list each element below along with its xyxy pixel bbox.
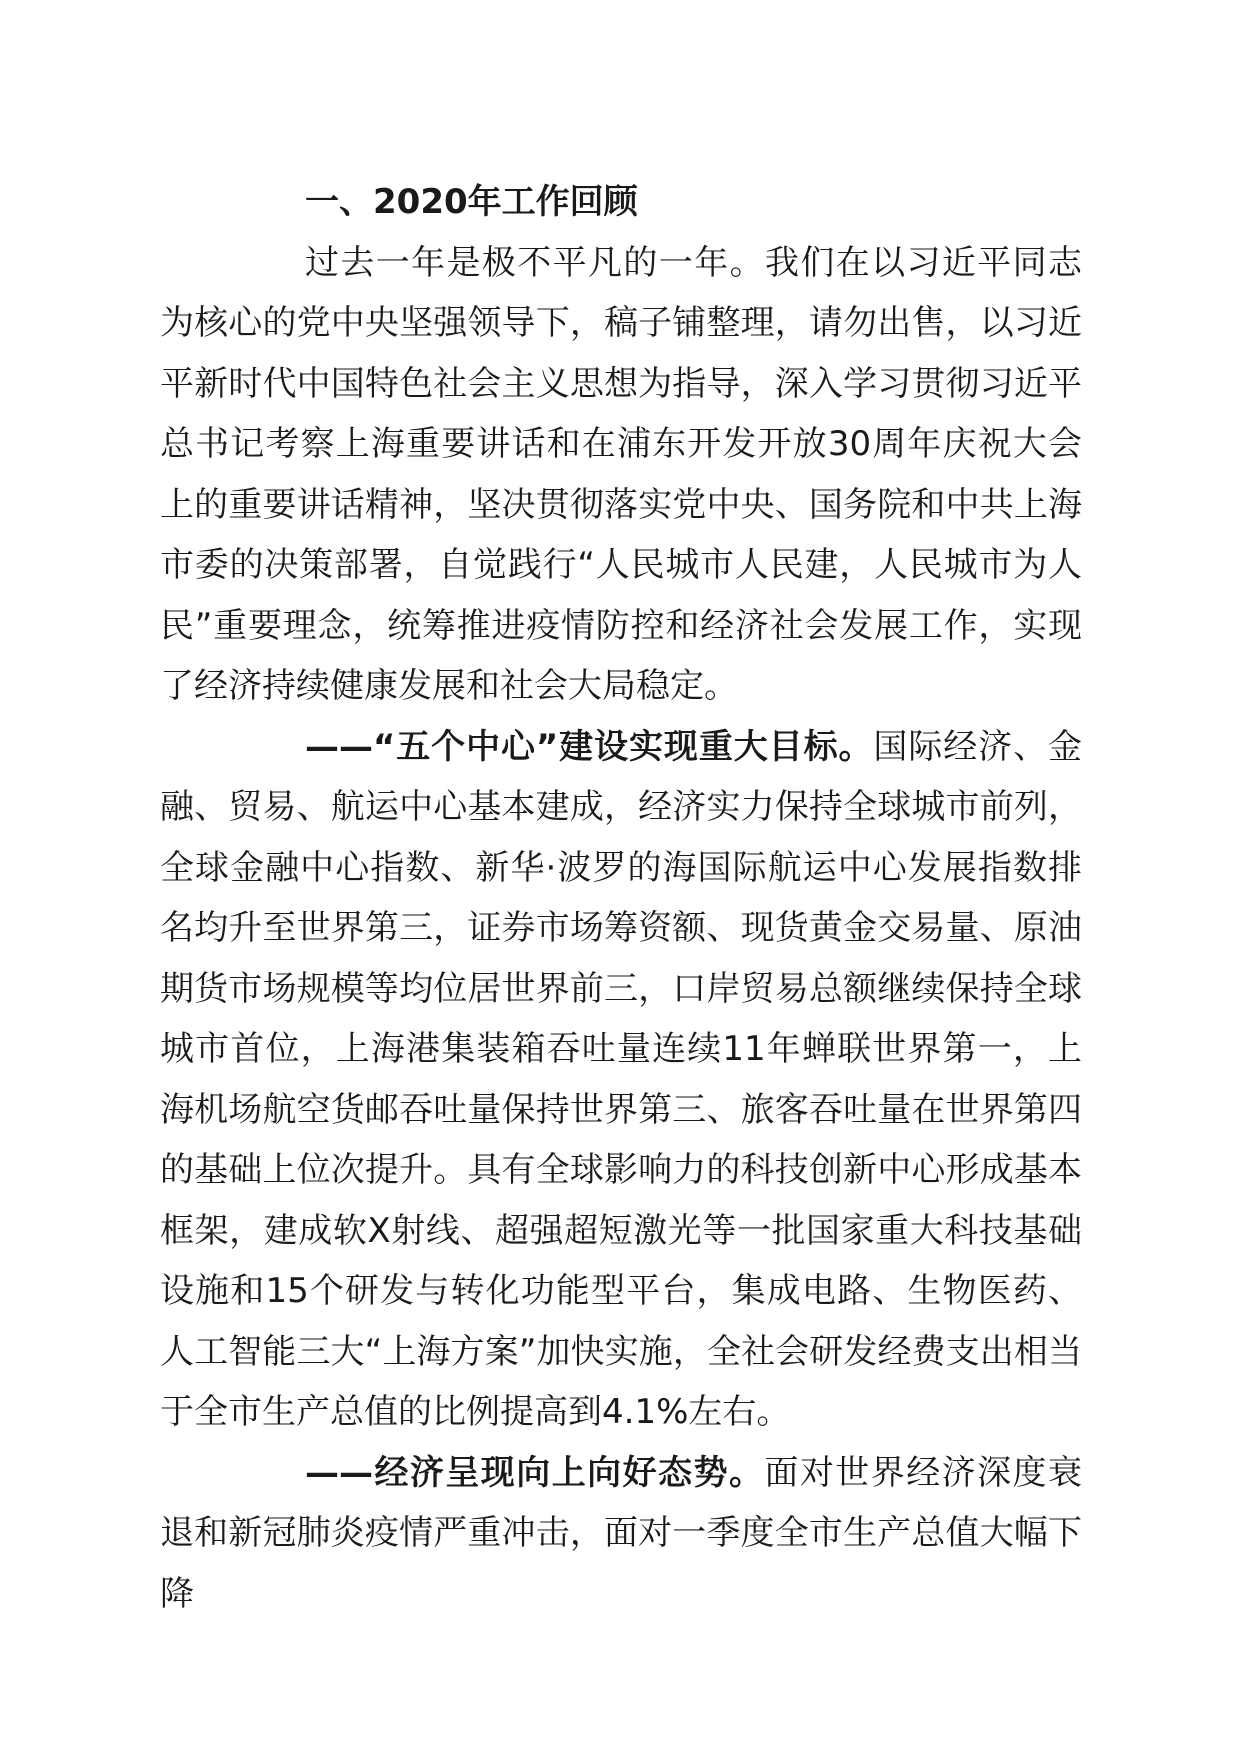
- paragraph-lead: ——经济呈现向上向好态势。: [305, 1452, 765, 1493]
- paragraph-review: [160, 233, 1082, 717]
- section-heading: 一、2020年工作回顾: [305, 182, 638, 222]
- paragraph-lead: ——“五个中心”建设实现重大目标。: [305, 726, 874, 767]
- paragraph-five-centers: [160, 717, 1082, 1443]
- paragraph-economy: [160, 1443, 1082, 1625]
- paragraph-body: 过去一年是极不平凡的一年。我们在以习近平同志为核心的党中央坚强领导下，稿子铺整理，请勿出售，以习近平新时代中国特色社会主义思想为指导，深入学习贯彻习近平总书记考察上海重要讲话和在浦东开发开放30周年庆祝大会上的重要讲话精神，坚决贯彻落实党中央、国务院和中共上海市委的决策部署，自觉践行“人民城市人民建，人民城市为人民”重要理念，统筹推进疫情防控和经济社会发展工作，实现了经济持续健康发展和社会大局稳定。: [160, 242, 1082, 706]
- paragraph-body: 面对世界经济深度衰退和新冠肺炎疫情严重冲击，面对一季度全市生产总值大幅下降: [160, 1452, 1083, 1614]
- paragraph-body: 国际经济、金融、贸易、航运中心基本建成，经济实力保持全球城市前列，全球金融中心指数、新华·波罗的海国际航运中心发展指数排名均升至世界第三，证券市场筹资额、现货黄金交易量、原油期货市场规模等均位居世界前三，口岸贸易总额继续保持全球城市首位，上海港集装箱吞吐量连续11年蝉联世界第一，上海机场航空货邮吞吐量保持世界第三、旅客吞吐量在世界第四的基础上位次提升。具有全球影响力的科技创新中心形成基本框架，建成软X射线、超强超短激光等一批国家重大科技基础设施和15个研发与转化功能型平台，集成电路、生物医药、人工智能三大“上海方案”加快实施，全社会研发经费支出相当于全市生产总值的比例提高到4.1%左右。: [160, 726, 1082, 1432]
- document-body: [160, 172, 1082, 1624]
